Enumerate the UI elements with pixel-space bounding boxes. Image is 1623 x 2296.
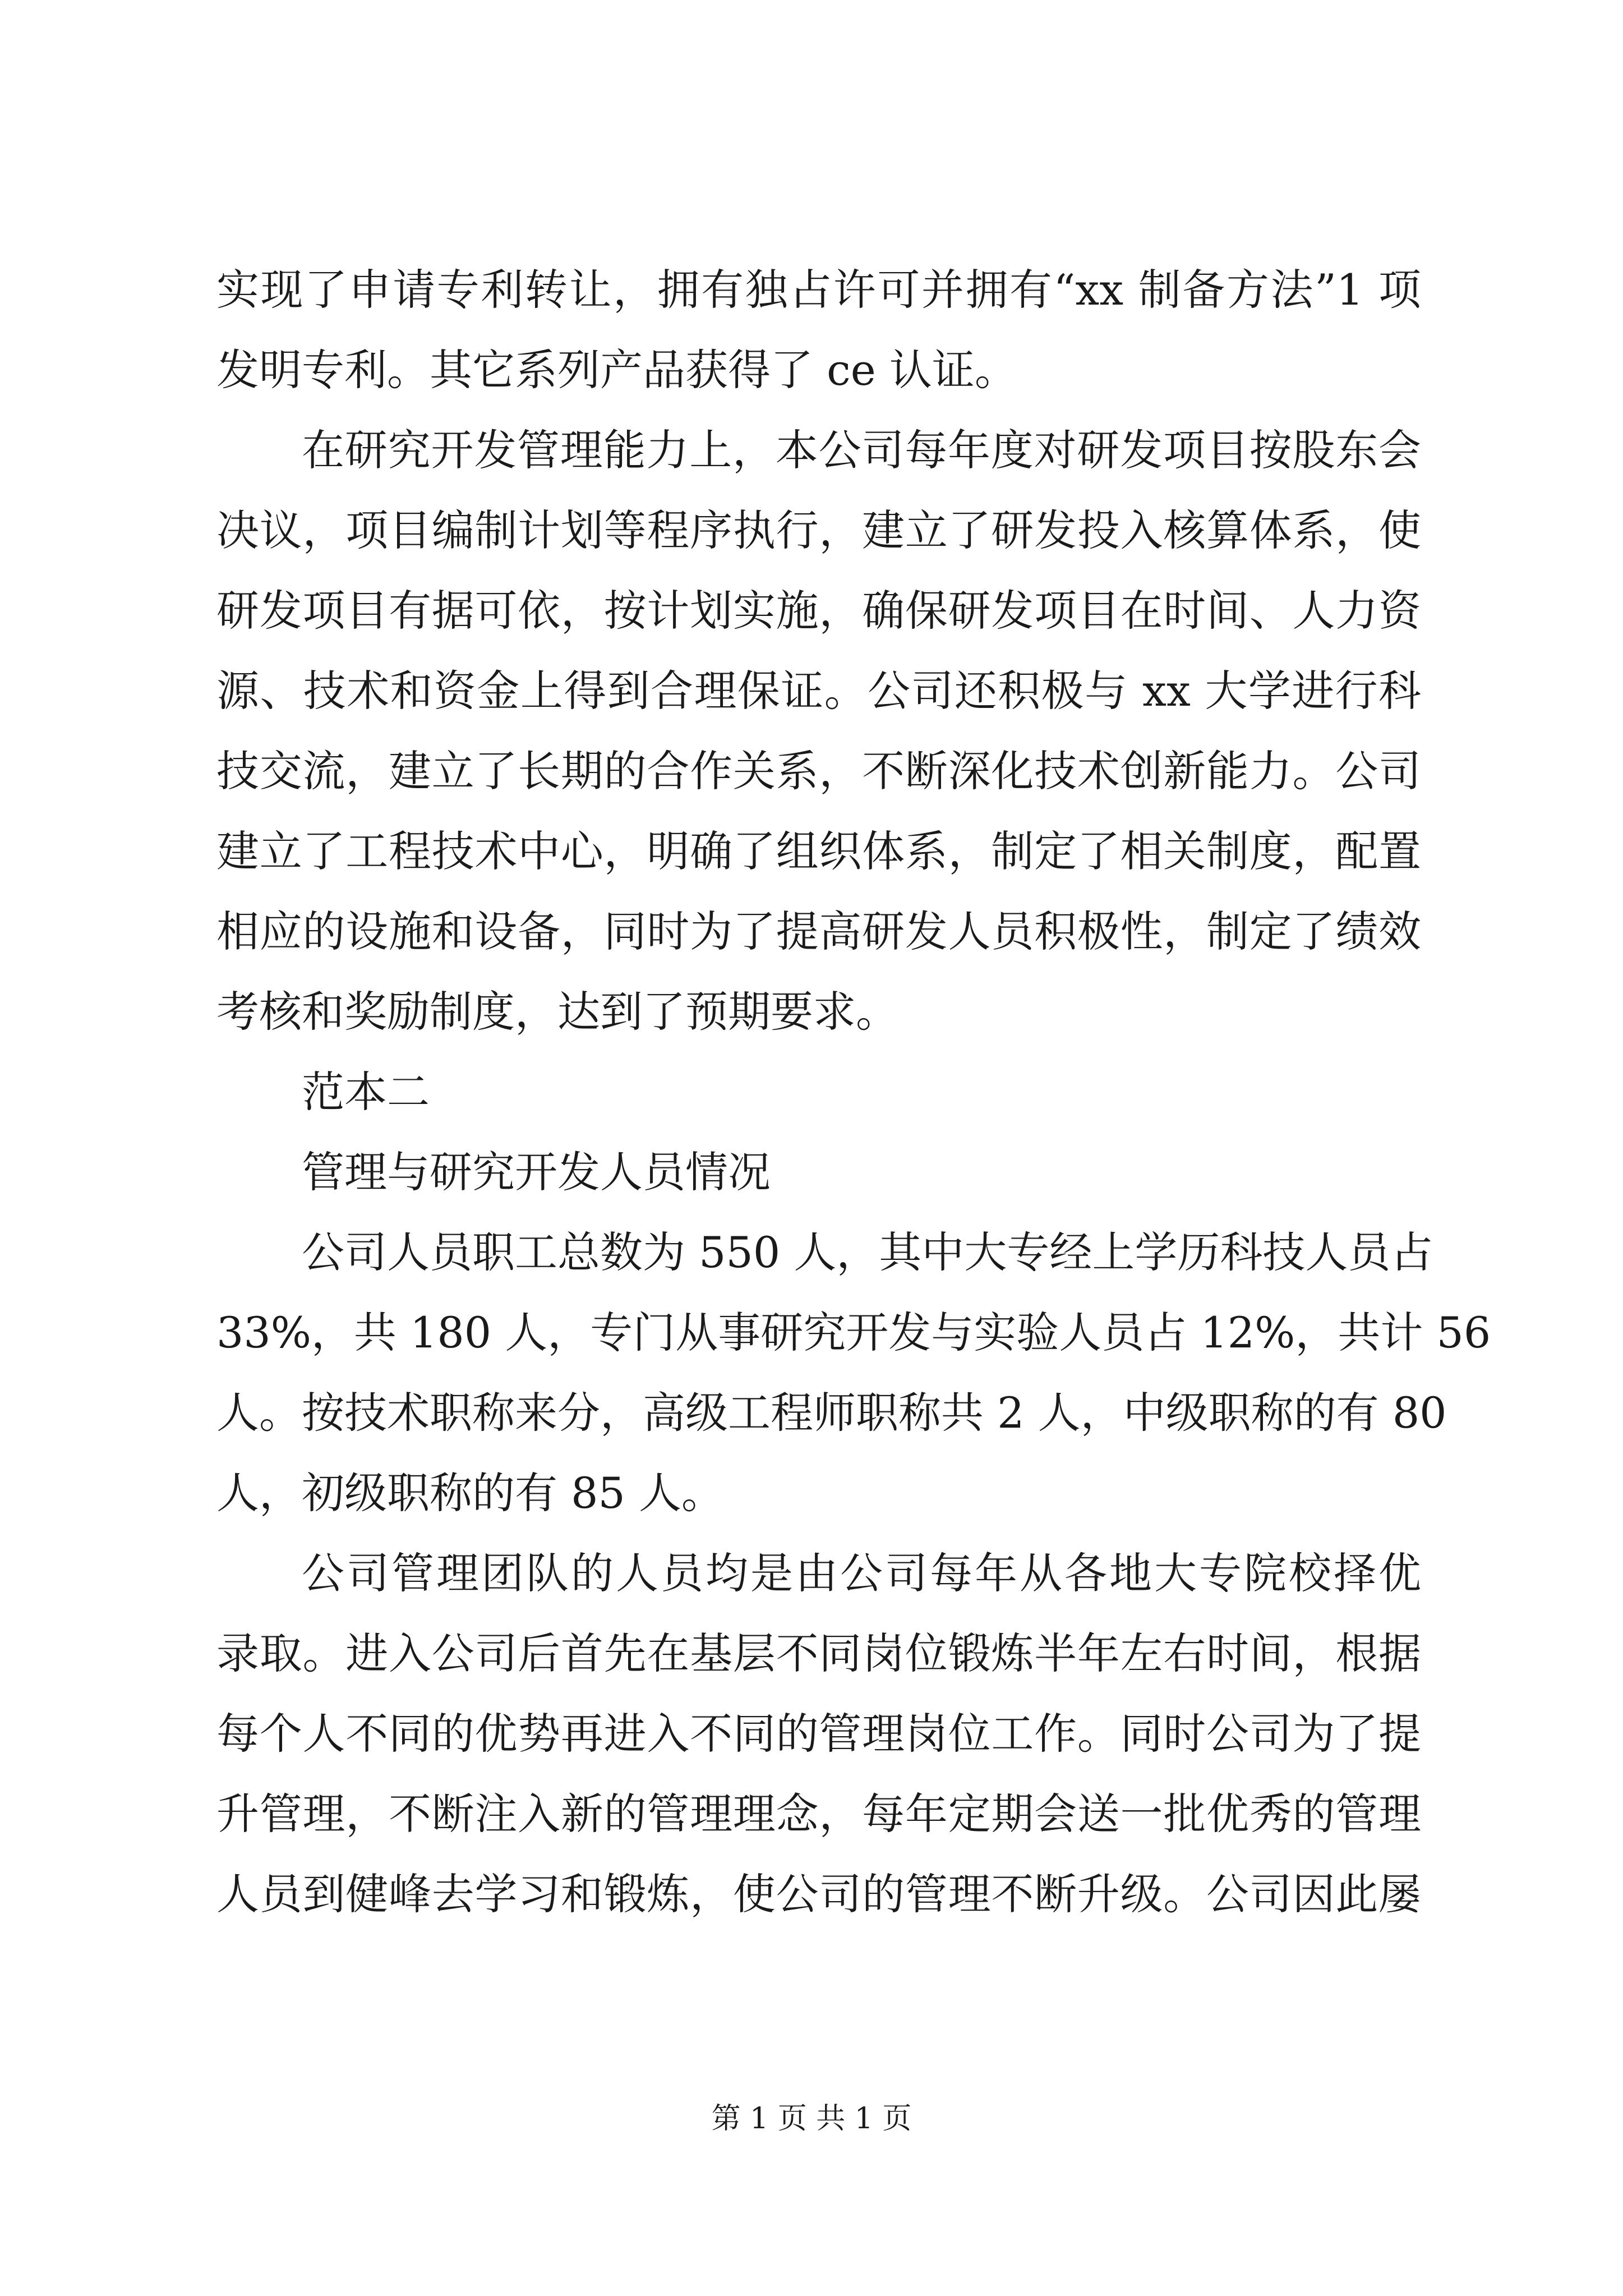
section-subheading: 管理与研究开发人员情况 — [302, 1147, 771, 1197]
page-footer: 第 1 页 共 1 页 — [711, 2102, 912, 2136]
text-line-3: 在研究开发管理能力上，本公司每年度对研发项目按股东会 — [302, 425, 1421, 475]
text-line-17: 公司管理团队的人员均是由公司每年从各地大专院校择优 — [302, 1548, 1421, 1598]
text-line-14: 33%，共 180 人，专门从事研究开发与实验人员占 12%，共计 56 — [216, 1308, 1491, 1358]
document-body — [216, 250, 1491, 1934]
text-line-16: 人，初级职称的有 85 人。 — [216, 1468, 725, 1518]
section-heading: 范本二 — [302, 1067, 430, 1117]
text-line-7: 技交流，建立了长期的合作关系，不断深化技术创新能力。公司 — [216, 746, 1421, 796]
text-line-5: 研发项目有据可依，按计划实施，确保研发项目在时间、人力资 — [216, 586, 1421, 636]
text-line-21: 人员到健峰去学习和锻炼，使公司的管理不断升级。公司因此屡 — [216, 1869, 1421, 1919]
text-line-1: 实现了申请专利转让，拥有独占许可并拥有“xx 制备方法”1 项 — [216, 265, 1421, 315]
text-line-18: 录取。进入公司后首先在基层不同岗位锻炼半年左右时间，根据 — [216, 1628, 1421, 1678]
text-line-13: 公司人员职工总数为 550 人，其中大专经上学历科技人员占 — [302, 1227, 1433, 1277]
text-line-15: 人。按技术职称来分，高级工程师职称共 2 人，中级职称的有 80 — [216, 1388, 1447, 1438]
text-line-8: 建立了工程技术中心，明确了组织体系，制定了相关制度，配置 — [216, 826, 1421, 876]
text-line-4: 决议，项目编制计划等程序执行，建立了研发投入核算体系，使 — [216, 505, 1421, 555]
text-line-19: 每个人不同的优势再进入不同的管理岗位工作。同时公司为了提 — [216, 1709, 1421, 1759]
text-line-2: 发明专利。其它系列产品获得了 ce 认证。 — [216, 345, 1017, 395]
text-line-9: 相应的设施和设备，同时为了提高研发人员积极性，制定了绩效 — [216, 907, 1421, 956]
text-line-10: 考核和奖励制度，达到了预期要求。 — [216, 987, 898, 1037]
text-line-20: 升管理，不断注入新的管理理念，每年定期会送一批优秀的管理 — [216, 1789, 1421, 1839]
text-line-6: 源、技术和资金上得到合理保证。公司还积极与 xx 大学进行科 — [216, 666, 1421, 716]
